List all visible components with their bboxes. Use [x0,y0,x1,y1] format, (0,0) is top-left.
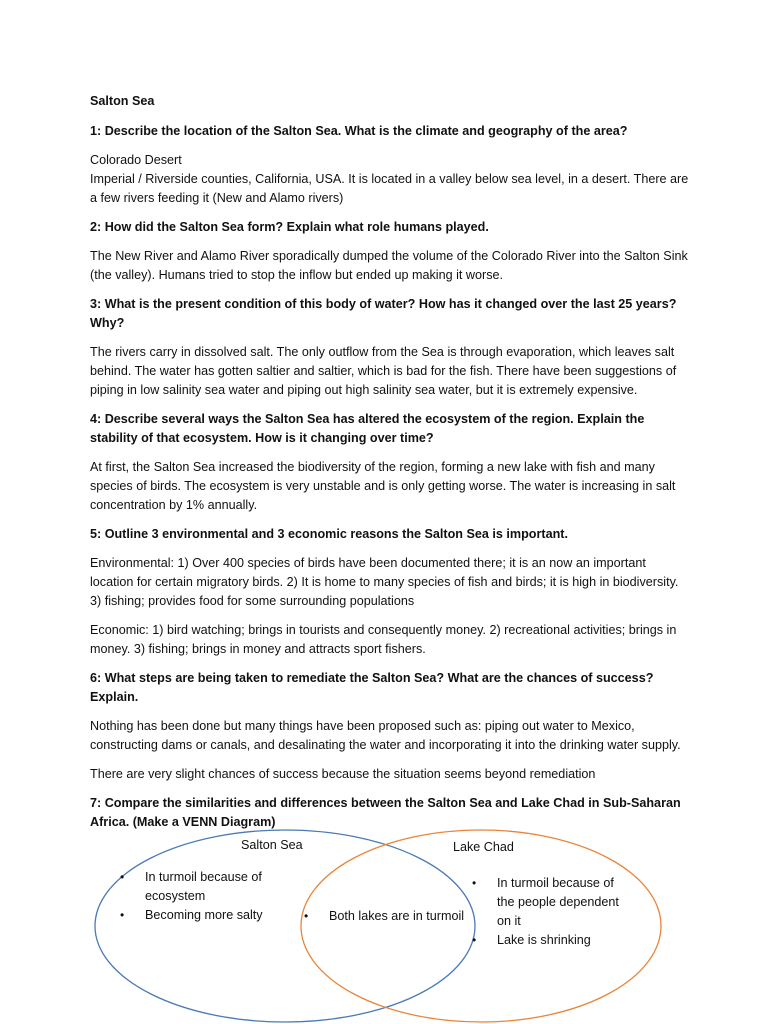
bullet-icon: • [120,870,125,884]
bullet-icon: • [120,908,125,922]
venn-left-list [120,868,280,925]
venn-center-list [304,907,474,926]
question-4: 4: Describe several ways the Salton Sea has altered the ecosystem of the region. Explain the stability of that ecosystem. How is it changing over time? [90,412,645,445]
answer-5-economic: Economic: 1) bird watching; brings in tourists and consequently money. 2) recreational activities; brings in money. 3) fishing; brings in money and attracts sport fishers. [90,623,677,656]
answer-1-line-2: Imperial / Riverside counties, California, USA. It is located in a valley below sea level, in a desert. There are a few rivers feeding it (New and Alamo rivers) [90,172,689,205]
question-7: 7: Compare the similarities and differences between the Salton Sea and Lake Chad in Sub-Saharan Africa. (Make a VENN Diagram) [90,796,681,829]
document-title: Salton Sea [90,94,155,108]
venn-right-item: • Lake is shrinking [472,931,622,950]
venn-left-item: • In turmoil because of ecosystem [120,870,262,903]
bullet-icon: • [304,909,309,923]
venn-right-item: • In turmoil because of the people dependent on it [472,876,619,928]
question-6: 6: What steps are being taken to remediate the Salton Sea? What are the chances of success? Explain. [90,671,654,704]
answer-2: The New River and Alamo River sporadically dumped the volume of the Colorado River into the Salton Sink (the valley). Humans tried to stop the inflow but ended up making it worse. [90,249,688,282]
bullet-icon: • [472,876,477,890]
venn-right-label: Lake Chad [453,840,514,854]
question-2: 2: How did the Salton Sea form? Explain what role humans played. [90,220,489,234]
question-3: 3: What is the present condition of this body of water? How has it changed over the last 25 years? Why? [90,297,677,330]
venn-left-label: Salton Sea [241,838,303,852]
venn-left-item: • Becoming more salty [120,906,280,925]
document-body [90,92,690,842]
answer-1-line-1: Colorado Desert [90,153,182,167]
venn-diagram [92,826,672,1024]
answer-3: The rivers carry in dissolved salt. The only outflow from the Sea is through evaporation, which leaves salt behind. The water has gotten saltier and saltier, which is bad for the fish. There have been suggestions of piping in low salinity sea water and piping out high salinity sea water, but it is extremely expensive. [90,345,677,397]
question-1: 1: Describe the location of the Salton Sea. What is the climate and geography of the area? [90,124,628,138]
answer-4: At first, the Salton Sea increased the biodiversity of the region, forming a new lake with fish and many species of birds. The ecosystem is very unstable and is only getting worse. The water is increasing in salt concentration by 1% annually. [90,460,676,512]
answer-1 [90,151,690,208]
answer-6-paragraph-2: There are very slight chances of success because the situation seems beyond remediation [90,767,596,781]
question-5: 5: Outline 3 environmental and 3 economic reasons the Salton Sea is important. [90,527,568,541]
answer-5-environmental: Environmental: 1) Over 400 species of birds have been documented there; it is an now an important location for certain migratory birds. 2) It is home to many species of fish and birds; it is high in biodiversity. 3) fishing; provides food for some surrounding populations [90,556,679,608]
answer-6-paragraph-1: Nothing has been done but many things have been proposed such as: piping out water to Mexico, constructing dams or canals, and desalinating the water and incorporating it into the drinking water supply. [90,719,681,752]
venn-left-circle [95,830,475,1022]
bullet-icon: • [472,933,477,947]
venn-right-list [472,874,622,950]
venn-center-item: • Both lakes are in turmoil [304,907,474,926]
